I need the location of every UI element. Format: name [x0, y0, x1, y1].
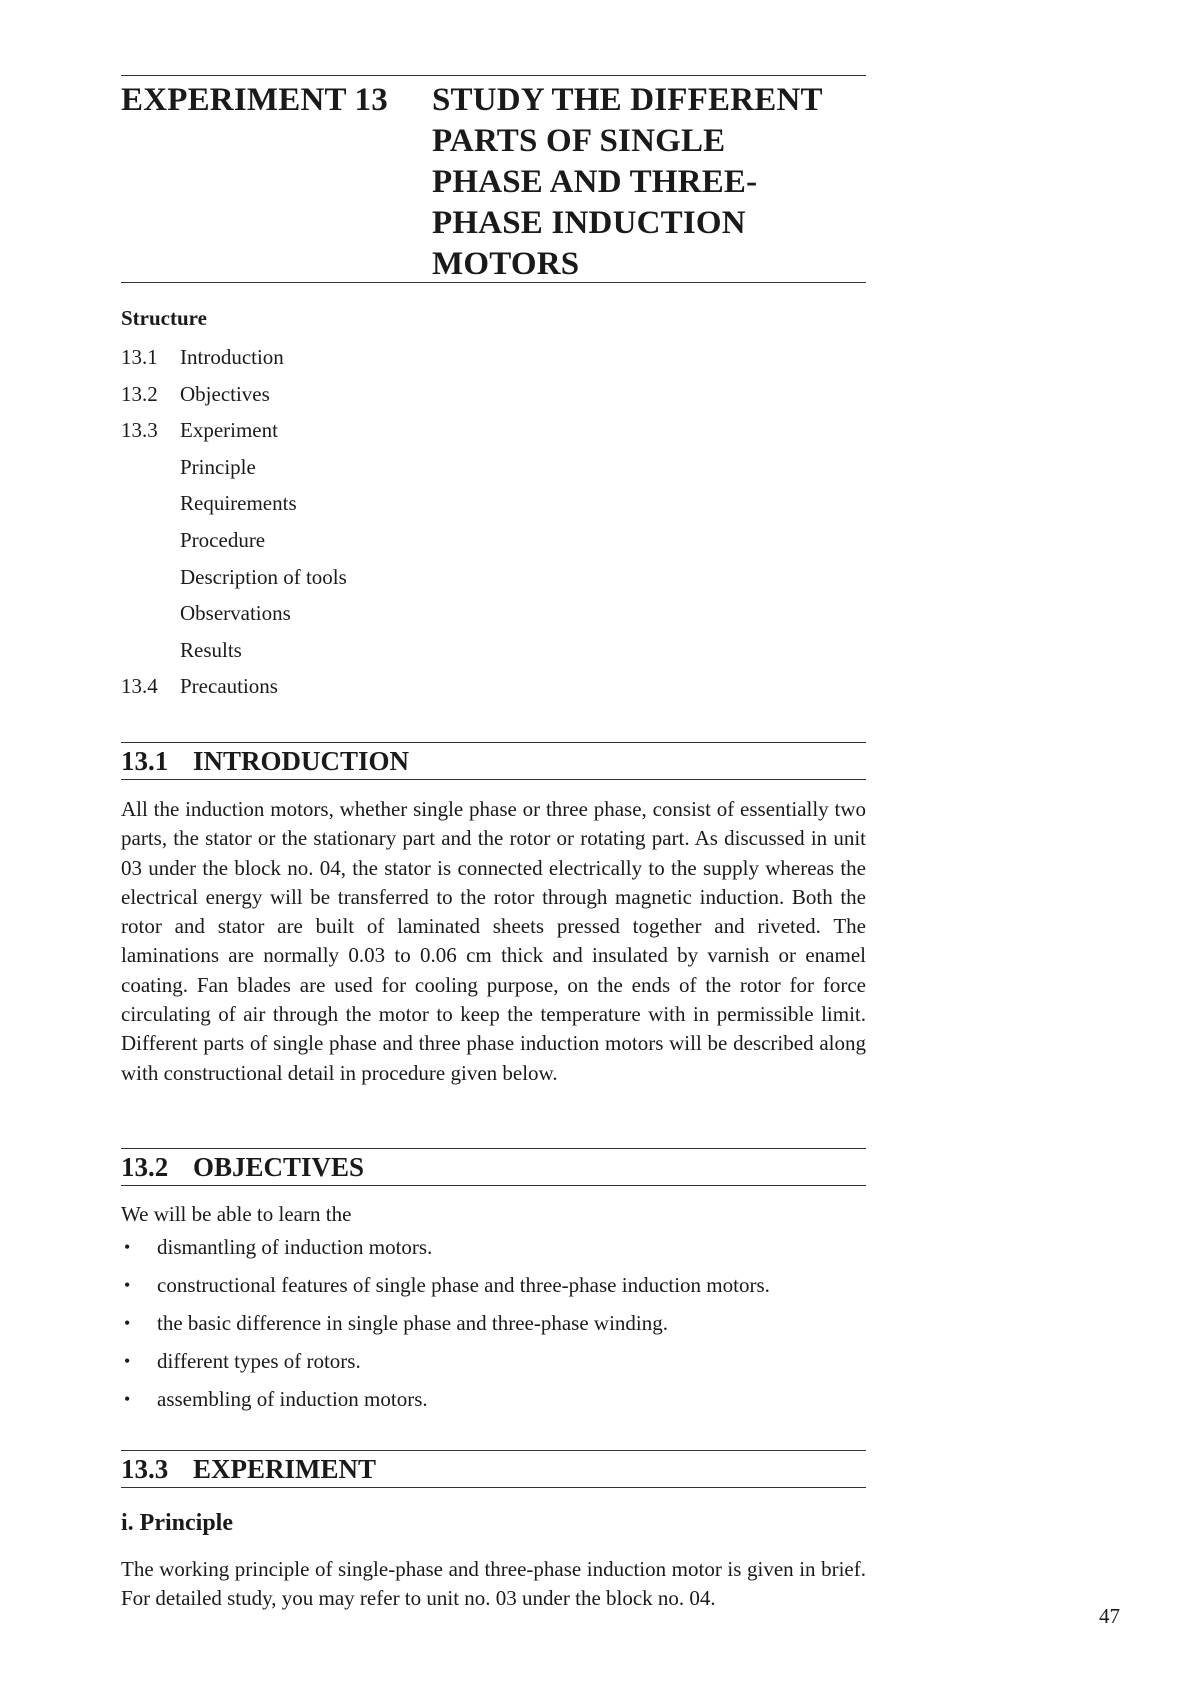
bullet-icon: • [124, 1351, 131, 1371]
bullet-icon: • [124, 1275, 131, 1295]
experiment-title-line: PARTS OF SINGLE [432, 123, 726, 159]
section-rule-bottom [121, 1487, 866, 1488]
principle-heading: i. Principle [121, 1510, 233, 1536]
toc-number [121, 449, 180, 486]
toc-item [121, 522, 347, 559]
page-number: 47 [1099, 1604, 1120, 1628]
bullet-icon: • [124, 1389, 131, 1409]
list-item-text: the basic difference in single phase and three-phase winding. [157, 1311, 669, 1335]
structure-outline [121, 305, 347, 705]
experiment-title [432, 80, 866, 285]
list-item [121, 1380, 866, 1418]
toc-number [121, 485, 180, 522]
toc-label: Objectives [180, 381, 270, 406]
section-rule-top [121, 1148, 866, 1149]
list-item-text: different types of rotors. [157, 1349, 361, 1373]
experiment-title-line: MOTORS [432, 246, 580, 282]
section-number: 13.1 [121, 746, 169, 776]
toc-item [121, 376, 347, 413]
objectives-heading [121, 1152, 866, 1182]
objectives-intro: We will be able to learn the [121, 1202, 352, 1226]
experiment-heading [121, 1454, 866, 1484]
experiment-title-line: PHASE INDUCTION [432, 205, 746, 241]
list-item-text: assembling of induction motors. [157, 1387, 428, 1411]
toc-number [121, 522, 180, 559]
objectives-list [121, 1228, 866, 1418]
toc-number: 13.1 [121, 345, 158, 369]
list-item [121, 1342, 866, 1380]
section-title: OBJECTIVES [193, 1152, 365, 1182]
section-title: EXPERIMENT [193, 1454, 377, 1484]
experiment-title-line: STUDY THE DIFFERENT [432, 82, 823, 118]
toc-item [121, 449, 347, 486]
toc-number [121, 595, 180, 632]
toc-number: 13.3 [121, 418, 158, 443]
toc-label: Precautions [180, 674, 278, 699]
toc-number [121, 559, 180, 596]
list-item [121, 1266, 866, 1304]
introduction-heading [121, 746, 866, 776]
toc-label: Observations [180, 601, 291, 626]
toc-item [121, 339, 347, 376]
toc-number [121, 632, 180, 669]
list-item-text: dismantling of induction motors. [157, 1235, 433, 1259]
section-rule-top [121, 1450, 866, 1451]
bullet-icon: • [124, 1237, 131, 1257]
toc-item [121, 559, 347, 596]
toc-label: Experiment [180, 418, 278, 443]
principle-paragraph: The working principle of single-phase and three-phase induction motor is given in brief. For detailed study, you may refer to unit no. 03 under the block no. 04. [121, 1557, 866, 1611]
section-title: INTRODUCTION [193, 746, 410, 776]
section-rule-top [121, 742, 866, 743]
title-bottom-rule [121, 282, 866, 283]
toc-label: Results [180, 637, 242, 662]
toc-label: Requirements [180, 491, 297, 516]
toc-number: 13.4 [121, 674, 158, 699]
toc-item [121, 632, 347, 669]
toc-item [121, 485, 347, 522]
list-item [121, 1228, 866, 1266]
toc-label: Principle [180, 454, 256, 479]
section-number: 13.3 [121, 1454, 169, 1484]
bullet-icon: • [124, 1313, 131, 1333]
top-rule [121, 75, 866, 76]
toc-item [121, 668, 347, 705]
toc-label: Introduction [180, 345, 284, 369]
toc-label: Procedure [180, 527, 266, 552]
toc-label: Description of tools [180, 564, 347, 589]
experiment-title-line: PHASE AND THREE- [432, 164, 758, 200]
list-item [121, 1304, 866, 1342]
section-number: 13.2 [121, 1152, 169, 1182]
toc-number: 13.2 [121, 381, 158, 406]
section-rule-bottom [121, 1185, 866, 1186]
experiment-label: EXPERIMENT 13 [121, 82, 388, 118]
introduction-paragraph: All the induction motors, whether single phase or three phase, consist of essentially two parts, the stator or the stationary part and the rotor or rotating part. As discussed in unit 03 under the block no. 04, the stator is connected electrically to the supply whereas the electrical energy will be transferred to the rotor through magnetic induction. Both the rotor and stator are built of laminated sheets pressed together and riveted. The laminations are normally 0.03 to 0.06 cm thick and insulated by varnish or enamel coating. Fan blades are used for cooling purpose, on the ends of the rotor for force circulating of air through the motor to keep the temperature with in permissible limit. Different parts of single phase and three phase induction motors will be described along with constructional detail in procedure given below. [121, 797, 866, 1085]
toc-item [121, 595, 347, 632]
structure-heading: Structure [121, 306, 207, 330]
toc-item [121, 412, 347, 449]
section-rule-bottom [121, 779, 866, 780]
list-item-text: constructional features of single phase and three-phase induction motors. [157, 1273, 770, 1297]
